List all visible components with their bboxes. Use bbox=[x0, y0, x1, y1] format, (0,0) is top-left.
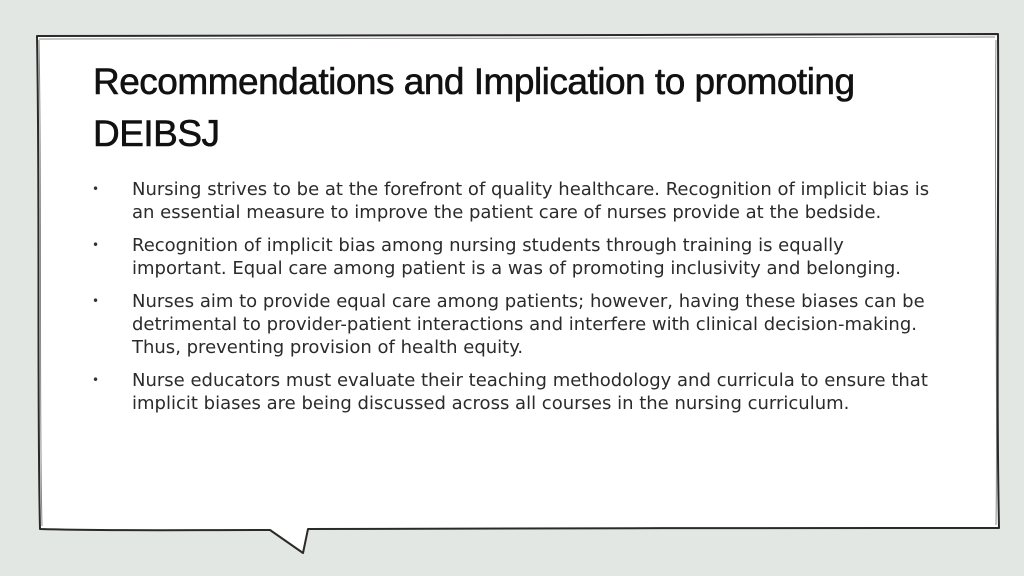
bullet-item bbox=[92, 234, 942, 280]
bullet-list bbox=[92, 178, 942, 425]
bullet-text: Nurse educators must evaluate their teaching methodology and curricula to ensure that implicit biases are being discussed across all courses in the nursing curriculum. bbox=[132, 370, 928, 414]
bullet-text: Recognition of implicit bias among nursing students through training is equally important. Equal care among patient is a was of promoting inclusivity and belonging. bbox=[132, 235, 902, 279]
bullet-icon: • bbox=[92, 182, 100, 196]
bullet-text: Nurses aim to provide equal care among patients; however, having these biases can be detrimental to provider-patient interactions and interfere with clinical decision-making. Thus, preventing provision of health equity. bbox=[132, 291, 925, 358]
bullet-item bbox=[92, 369, 942, 415]
bullet-text: Nursing strives to be at the forefront of quality healthcare. Recognition of implicit bias is an essential measure to improve the patient care of nurses provide at the bedside. bbox=[132, 179, 930, 223]
bullet-icon: • bbox=[92, 373, 100, 387]
slide-title: Recommendations and Implication to promoting DEIBSJ bbox=[93, 61, 855, 154]
bullet-icon: • bbox=[92, 294, 100, 308]
bullet-icon: • bbox=[92, 238, 100, 252]
bullet-item bbox=[92, 178, 942, 224]
bullet-item bbox=[92, 290, 942, 359]
